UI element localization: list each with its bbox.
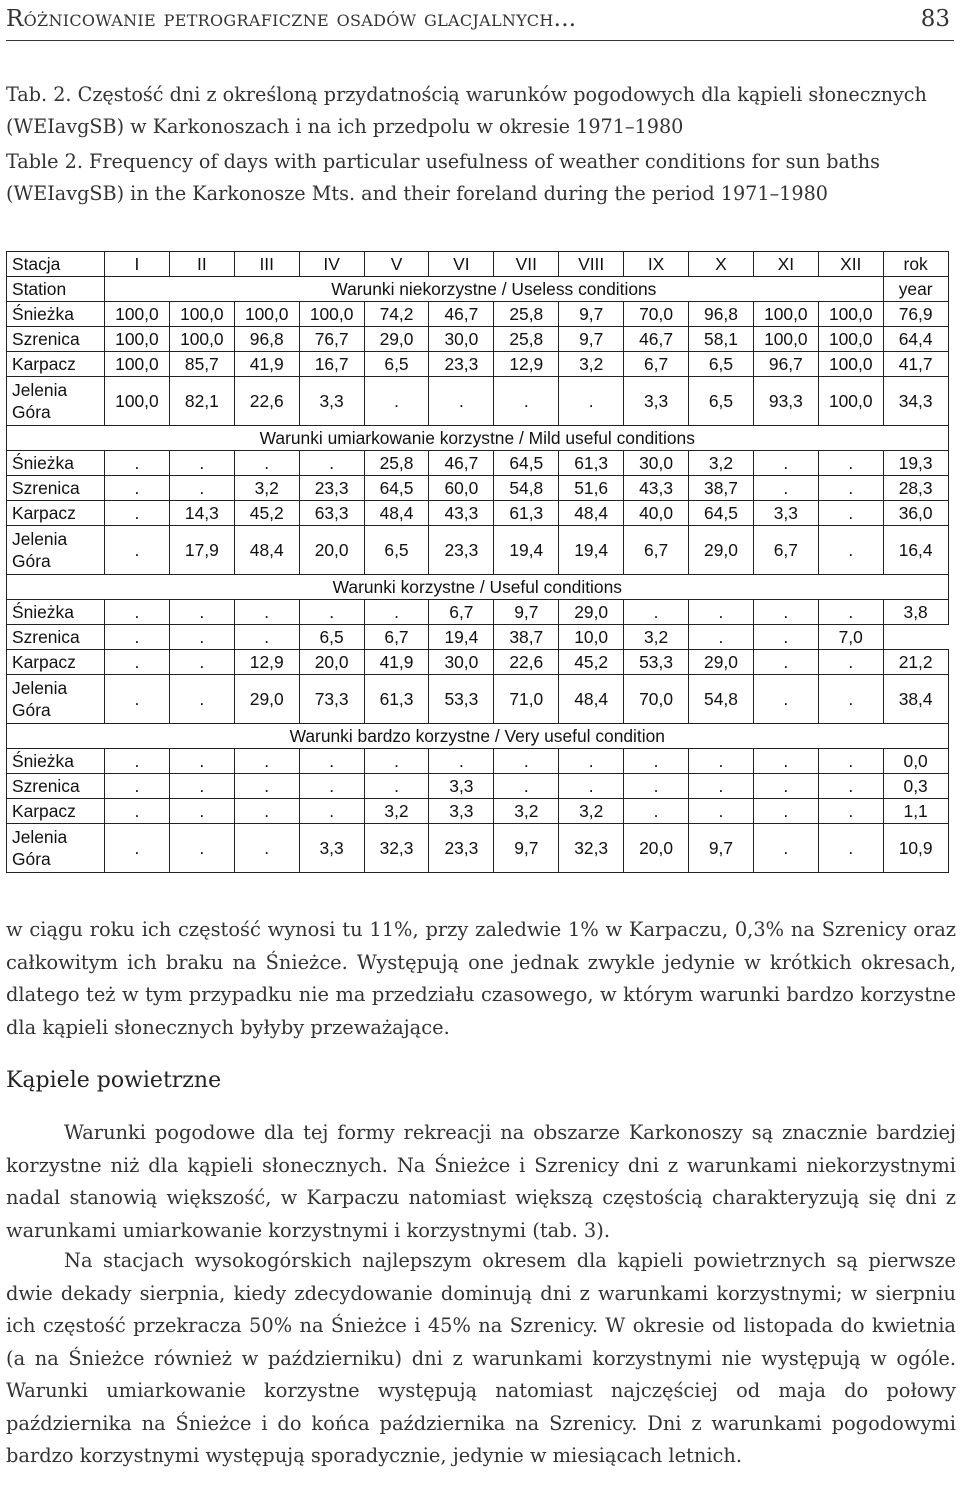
year-value-cell: 36,0 bbox=[883, 501, 948, 526]
section-title: Warunki bardzo korzystne / Very useful condition bbox=[7, 724, 949, 749]
table-row bbox=[7, 327, 949, 352]
year-value-cell: 41,7 bbox=[883, 352, 948, 377]
value-cell: 3,2 bbox=[624, 625, 689, 650]
value-cell: 41,9 bbox=[234, 352, 299, 377]
value-cell: 6,5 bbox=[689, 377, 754, 426]
station-name: Jelenia Góra bbox=[7, 675, 105, 724]
value-cell: 23,3 bbox=[429, 352, 494, 377]
value-cell: 30,0 bbox=[429, 650, 494, 675]
year-value-cell: 0,3 bbox=[883, 774, 948, 799]
value-cell: 14,3 bbox=[169, 501, 234, 526]
value-cell: . bbox=[364, 749, 429, 774]
value-cell: 9,7 bbox=[559, 327, 624, 352]
value-cell: 3,3 bbox=[429, 774, 494, 799]
value-cell: 76,7 bbox=[299, 327, 364, 352]
year-value-cell: 10,9 bbox=[883, 824, 948, 873]
table-row bbox=[7, 625, 949, 650]
value-cell: 29,0 bbox=[559, 600, 624, 625]
section-title-row bbox=[7, 575, 949, 600]
station-header-pl: Stacja bbox=[7, 252, 105, 277]
value-cell: 100,0 bbox=[105, 377, 170, 426]
value-cell: 54,8 bbox=[494, 476, 559, 501]
value-cell: . bbox=[105, 650, 170, 675]
station-name: Szrenica bbox=[7, 774, 105, 799]
value-cell: . bbox=[105, 451, 170, 476]
value-cell: . bbox=[818, 476, 883, 501]
value-cell: . bbox=[105, 476, 170, 501]
value-cell: 45,2 bbox=[559, 650, 624, 675]
value-cell: . bbox=[624, 774, 689, 799]
value-cell: 38,7 bbox=[494, 625, 559, 650]
value-cell: 61,3 bbox=[559, 451, 624, 476]
value-cell: 48,4 bbox=[559, 675, 624, 724]
month-header: XII bbox=[818, 252, 883, 277]
month-header: I bbox=[105, 252, 170, 277]
value-cell: 64,5 bbox=[689, 501, 754, 526]
value-cell: . bbox=[169, 824, 234, 873]
value-cell: 40,0 bbox=[624, 501, 689, 526]
value-cell: 16,7 bbox=[299, 352, 364, 377]
station-name: Jelenia Góra bbox=[7, 824, 105, 873]
value-cell: 3,2 bbox=[494, 799, 559, 824]
value-cell: 29,0 bbox=[689, 650, 754, 675]
value-cell: 29,0 bbox=[364, 327, 429, 352]
value-cell: . bbox=[818, 501, 883, 526]
value-cell: 100,0 bbox=[818, 352, 883, 377]
value-cell: 6,5 bbox=[689, 352, 754, 377]
body-paragraph: Warunki pogodowe dla tej formy rekreacji na obszarze Karkonoszy są znacznie bardziej korzystne niż dla kąpieli słonecznych. Na Śnieżce i Szrenicy dni z warunkami niekorzystnymi nadal stanowią większość, w Karpaczu natomiast większą częstością charakteryzują się dni z warunkami umiarkowanie korzystnymi i korzystnymi (tab. 3). bbox=[6, 1121, 956, 1242]
station-name: Śnieżka bbox=[7, 302, 105, 327]
station-name: Karpacz bbox=[7, 501, 105, 526]
section-heading: Kąpiele powietrzne bbox=[6, 1068, 222, 1093]
value-cell: 3,2 bbox=[234, 476, 299, 501]
value-cell: 9,7 bbox=[494, 600, 559, 625]
year-value-cell: 38,4 bbox=[883, 675, 948, 724]
value-cell: 100,0 bbox=[105, 302, 170, 327]
value-cell: . bbox=[169, 799, 234, 824]
month-header: VIII bbox=[559, 252, 624, 277]
station-name: Szrenica bbox=[7, 625, 105, 650]
value-cell: 73,3 bbox=[299, 675, 364, 724]
value-cell: 100,0 bbox=[105, 327, 170, 352]
value-cell: 6,5 bbox=[364, 526, 429, 575]
year-value-cell: 0,0 bbox=[883, 749, 948, 774]
value-cell: . bbox=[818, 451, 883, 476]
value-cell: 30,0 bbox=[624, 451, 689, 476]
value-cell: 6,5 bbox=[364, 352, 429, 377]
value-cell: 100,0 bbox=[753, 327, 818, 352]
station-name: Szrenica bbox=[7, 476, 105, 501]
value-cell: . bbox=[494, 749, 559, 774]
value-cell: . bbox=[299, 451, 364, 476]
value-cell: 17,9 bbox=[169, 526, 234, 575]
value-cell: . bbox=[364, 774, 429, 799]
table-row bbox=[7, 302, 949, 327]
value-cell: . bbox=[818, 774, 883, 799]
value-cell: 51,6 bbox=[559, 476, 624, 501]
year-value-cell: 64,4 bbox=[883, 327, 948, 352]
value-cell: 93,3 bbox=[753, 377, 818, 426]
value-cell: 12,9 bbox=[494, 352, 559, 377]
value-cell: . bbox=[299, 774, 364, 799]
value-cell: 100,0 bbox=[234, 302, 299, 327]
value-cell: 63,3 bbox=[299, 501, 364, 526]
value-cell: . bbox=[753, 774, 818, 799]
table-row bbox=[7, 774, 949, 799]
table-body bbox=[7, 252, 949, 873]
station-name: Szrenica bbox=[7, 327, 105, 352]
value-cell: . bbox=[169, 625, 234, 650]
value-cell: . bbox=[169, 451, 234, 476]
value-cell: . bbox=[689, 799, 754, 824]
value-cell: . bbox=[818, 650, 883, 675]
value-cell: 6,5 bbox=[299, 625, 364, 650]
value-cell: . bbox=[753, 675, 818, 724]
value-cell: 100,0 bbox=[299, 302, 364, 327]
value-cell: 25,8 bbox=[494, 302, 559, 327]
value-cell: . bbox=[234, 824, 299, 873]
value-cell: 29,0 bbox=[234, 675, 299, 724]
year-value-cell: 16,4 bbox=[883, 526, 948, 575]
page-number: 83 bbox=[920, 6, 950, 32]
value-cell: 45,2 bbox=[234, 501, 299, 526]
value-cell: . bbox=[364, 600, 429, 625]
value-cell: . bbox=[234, 451, 299, 476]
value-cell: 48,4 bbox=[234, 526, 299, 575]
month-header: XI bbox=[753, 252, 818, 277]
value-cell: . bbox=[299, 749, 364, 774]
value-cell: 60,0 bbox=[429, 476, 494, 501]
value-cell: 71,0 bbox=[494, 675, 559, 724]
station-header-en: Station bbox=[7, 277, 105, 302]
table-header-row bbox=[7, 252, 949, 277]
value-cell: 3,3 bbox=[429, 799, 494, 824]
page-header bbox=[6, 0, 954, 41]
station-name: Śnieżka bbox=[7, 451, 105, 476]
value-cell: 96,8 bbox=[689, 302, 754, 327]
value-cell: . bbox=[818, 675, 883, 724]
table-row bbox=[7, 451, 949, 476]
value-cell: . bbox=[753, 451, 818, 476]
table-caption-english: Table 2. Frequency of days with particular usefulness of weather conditions for sun baths (WEIavgSB) in the Karkonosze Mts. and their foreland during the period 1971–1980 bbox=[6, 150, 880, 205]
value-cell: 100,0 bbox=[818, 327, 883, 352]
value-cell: . bbox=[753, 799, 818, 824]
value-cell: 20,0 bbox=[624, 824, 689, 873]
value-cell: 3,3 bbox=[624, 377, 689, 426]
value-cell: . bbox=[299, 600, 364, 625]
value-cell: 64,5 bbox=[494, 451, 559, 476]
table-caption-polish: Tab. 2. Częstość dni z określoną przydatnością warunków pogodowych dla kąpieli słonecznych (WEIavgSB) w Karkonoszach i na ich przedpolu w okresie 1971–1980 bbox=[6, 83, 927, 138]
table-row bbox=[7, 377, 949, 426]
station-name: Jelenia Góra bbox=[7, 526, 105, 575]
value-cell: 32,3 bbox=[364, 824, 429, 873]
section-title: Warunki korzystne / Useful conditions bbox=[7, 575, 949, 600]
value-cell: . bbox=[818, 526, 883, 575]
value-cell: . bbox=[689, 600, 754, 625]
value-cell: 6,7 bbox=[624, 352, 689, 377]
value-cell: . bbox=[559, 749, 624, 774]
value-cell: 20,0 bbox=[299, 526, 364, 575]
value-cell: 96,7 bbox=[753, 352, 818, 377]
value-cell: . bbox=[169, 650, 234, 675]
section-title: Warunki niekorzystne / Useless conditions bbox=[105, 277, 884, 302]
value-cell: . bbox=[624, 749, 689, 774]
table-row bbox=[7, 600, 949, 625]
value-cell: . bbox=[624, 600, 689, 625]
value-cell: 85,7 bbox=[169, 352, 234, 377]
value-cell: 96,8 bbox=[234, 327, 299, 352]
value-cell: . bbox=[753, 476, 818, 501]
value-cell: . bbox=[105, 501, 170, 526]
table-row bbox=[7, 476, 949, 501]
value-cell: . bbox=[169, 675, 234, 724]
value-cell: . bbox=[494, 774, 559, 799]
value-cell: 46,7 bbox=[429, 302, 494, 327]
value-cell: . bbox=[105, 749, 170, 774]
value-cell: 32,3 bbox=[559, 824, 624, 873]
value-cell: 100,0 bbox=[753, 302, 818, 327]
value-cell: . bbox=[299, 799, 364, 824]
value-cell: . bbox=[818, 824, 883, 873]
value-cell: . bbox=[429, 377, 494, 426]
table-row bbox=[7, 650, 949, 675]
value-cell: 25,8 bbox=[364, 451, 429, 476]
value-cell: . bbox=[818, 799, 883, 824]
value-cell: 48,4 bbox=[559, 501, 624, 526]
month-header: IX bbox=[624, 252, 689, 277]
value-cell: . bbox=[169, 774, 234, 799]
month-header: IV bbox=[299, 252, 364, 277]
value-cell: . bbox=[818, 600, 883, 625]
value-cell: 82,1 bbox=[169, 377, 234, 426]
value-cell: 64,5 bbox=[364, 476, 429, 501]
year-value-cell: 34,3 bbox=[883, 377, 948, 426]
value-cell: 23,3 bbox=[429, 526, 494, 575]
value-cell: 30,0 bbox=[429, 327, 494, 352]
table-row bbox=[7, 675, 949, 724]
month-header: III bbox=[234, 252, 299, 277]
value-cell: 10,0 bbox=[559, 625, 624, 650]
value-cell: 100,0 bbox=[105, 352, 170, 377]
value-cell: 22,6 bbox=[234, 377, 299, 426]
value-cell: . bbox=[753, 625, 818, 650]
table-row bbox=[7, 799, 949, 824]
value-cell: 100,0 bbox=[818, 377, 883, 426]
value-cell: . bbox=[105, 526, 170, 575]
station-name: Karpacz bbox=[7, 799, 105, 824]
value-cell: 100,0 bbox=[169, 327, 234, 352]
year-value-cell: 19,3 bbox=[883, 451, 948, 476]
section-title: Warunki umiarkowanie korzystne / Mild useful conditions bbox=[7, 426, 949, 451]
value-cell: 3,2 bbox=[689, 451, 754, 476]
value-cell: . bbox=[105, 774, 170, 799]
value-cell: 100,0 bbox=[169, 302, 234, 327]
value-cell: 43,3 bbox=[624, 476, 689, 501]
value-cell: 48,4 bbox=[364, 501, 429, 526]
value-cell: 46,7 bbox=[429, 451, 494, 476]
value-cell: . bbox=[753, 749, 818, 774]
value-cell: . bbox=[105, 600, 170, 625]
value-cell: . bbox=[169, 749, 234, 774]
year-value-cell: 76,9 bbox=[883, 302, 948, 327]
station-name: Śnieżka bbox=[7, 749, 105, 774]
value-cell: 22,6 bbox=[494, 650, 559, 675]
month-header: VI bbox=[429, 252, 494, 277]
value-cell: . bbox=[689, 625, 754, 650]
value-cell: 41,9 bbox=[364, 650, 429, 675]
year-value-cell: 1,1 bbox=[883, 799, 948, 824]
value-cell: . bbox=[818, 749, 883, 774]
value-cell: . bbox=[689, 749, 754, 774]
value-cell: 19,4 bbox=[429, 625, 494, 650]
month-header: II bbox=[169, 252, 234, 277]
value-cell: . bbox=[689, 774, 754, 799]
value-cell: 100,0 bbox=[818, 302, 883, 327]
running-title: Różnicowanie petrograficzne osadów glacjalnych... bbox=[6, 6, 577, 32]
value-cell: 20,0 bbox=[299, 650, 364, 675]
value-cell: . bbox=[234, 774, 299, 799]
value-cell: . bbox=[429, 749, 494, 774]
value-cell: . bbox=[234, 600, 299, 625]
value-cell: 3,2 bbox=[364, 799, 429, 824]
station-name: Jelenia Góra bbox=[7, 377, 105, 426]
value-cell: 74,2 bbox=[364, 302, 429, 327]
table-row bbox=[7, 526, 949, 575]
value-cell: 29,0 bbox=[689, 526, 754, 575]
value-cell: 3,2 bbox=[559, 799, 624, 824]
value-cell: . bbox=[105, 675, 170, 724]
value-cell: 23,3 bbox=[299, 476, 364, 501]
section-title-row bbox=[7, 277, 949, 302]
section-title-row bbox=[7, 426, 949, 451]
station-name: Karpacz bbox=[7, 650, 105, 675]
value-cell: 46,7 bbox=[624, 327, 689, 352]
value-cell: 3,3 bbox=[753, 501, 818, 526]
value-cell: 6,7 bbox=[429, 600, 494, 625]
year-header-pl: rok bbox=[883, 252, 948, 277]
table-row bbox=[7, 749, 949, 774]
value-cell: . bbox=[494, 377, 559, 426]
value-cell: 38,7 bbox=[689, 476, 754, 501]
value-cell: 53,3 bbox=[429, 675, 494, 724]
value-cell: 6,7 bbox=[753, 526, 818, 575]
value-cell: 6,7 bbox=[364, 625, 429, 650]
year-value-cell: 3,8 bbox=[883, 600, 948, 625]
value-cell: . bbox=[559, 377, 624, 426]
value-cell: 6,7 bbox=[624, 526, 689, 575]
value-cell: 3,2 bbox=[559, 352, 624, 377]
table-row bbox=[7, 352, 949, 377]
year-value-cell: 28,3 bbox=[883, 476, 948, 501]
value-cell: . bbox=[105, 799, 170, 824]
value-cell: 25,8 bbox=[494, 327, 559, 352]
value-cell: . bbox=[753, 824, 818, 873]
data-table-container bbox=[6, 251, 948, 873]
year-value-cell: 21,2 bbox=[883, 650, 948, 675]
value-cell: 3,3 bbox=[299, 824, 364, 873]
value-cell: . bbox=[753, 600, 818, 625]
table-row bbox=[7, 501, 949, 526]
section-title-row bbox=[7, 724, 949, 749]
value-cell: 9,7 bbox=[494, 824, 559, 873]
value-cell: 3,3 bbox=[299, 377, 364, 426]
weather-usefulness-table bbox=[6, 251, 949, 873]
value-cell: 70,0 bbox=[624, 675, 689, 724]
value-cell: . bbox=[234, 625, 299, 650]
value-cell: . bbox=[105, 625, 170, 650]
value-cell: 19,4 bbox=[559, 526, 624, 575]
value-cell: 7,0 bbox=[818, 625, 883, 650]
value-cell: 53,3 bbox=[624, 650, 689, 675]
month-header: X bbox=[689, 252, 754, 277]
value-cell: . bbox=[169, 600, 234, 625]
value-cell: . bbox=[234, 749, 299, 774]
value-cell: . bbox=[169, 476, 234, 501]
value-cell: . bbox=[559, 774, 624, 799]
value-cell: 9,7 bbox=[689, 824, 754, 873]
value-cell: 43,3 bbox=[429, 501, 494, 526]
body-paragraph: Na stacjach wysokogórskich najlepszym okresem dla kąpieli powietrznych są pierwsze dwie dekady sierpnia, kiedy zdecydowanie dominują dni z warunkami korzystnymi; w sierpniu ich częstość przekracza 50% na Śnieżce i 45% na Szrenicy. W okresie od listopada do kwietnia (a na Śnieżce również w październiku) dni z warunkami korzystnymi nie występują w ogóle. Warunki umiarkowanie korzystne występują natomiast najczęściej od maja do połowy października na Śnieżce i do końca października na Szrenicy. Dni z warunkami pogodowymi bardzo korzystnymi występują sporadycznie, jedynie w miesiącach letnich. bbox=[6, 1249, 956, 1467]
value-cell: 19,4 bbox=[494, 526, 559, 575]
station-name: Śnieżka bbox=[7, 600, 105, 625]
value-cell: 23,3 bbox=[429, 824, 494, 873]
value-cell: . bbox=[364, 377, 429, 426]
value-cell: . bbox=[753, 650, 818, 675]
table-row bbox=[7, 824, 949, 873]
month-header: V bbox=[364, 252, 429, 277]
month-header: VII bbox=[494, 252, 559, 277]
year-header-en: year bbox=[883, 277, 948, 302]
value-cell: 9,7 bbox=[559, 302, 624, 327]
value-cell: . bbox=[234, 799, 299, 824]
value-cell: 61,3 bbox=[364, 675, 429, 724]
value-cell: 58,1 bbox=[689, 327, 754, 352]
value-cell: . bbox=[624, 799, 689, 824]
value-cell: . bbox=[105, 824, 170, 873]
value-cell: 70,0 bbox=[624, 302, 689, 327]
value-cell: 61,3 bbox=[494, 501, 559, 526]
station-name: Karpacz bbox=[7, 352, 105, 377]
body-paragraph: w ciągu roku ich częstość wynosi tu 11%, przy zaledwie 1% w Karpaczu, 0,3% na Szrenicy oraz całkowitym ich braku na Śnieżce. Występują one jednak zwykle jedynie w krótkich okresach, dlatego też w tym przypadku nie ma przedziału czasowego, w którym warunki bardzo korzystne dla kąpieli słonecznych byłyby przeważające. bbox=[6, 918, 956, 1039]
value-cell: 54,8 bbox=[689, 675, 754, 724]
value-cell: 12,9 bbox=[234, 650, 299, 675]
